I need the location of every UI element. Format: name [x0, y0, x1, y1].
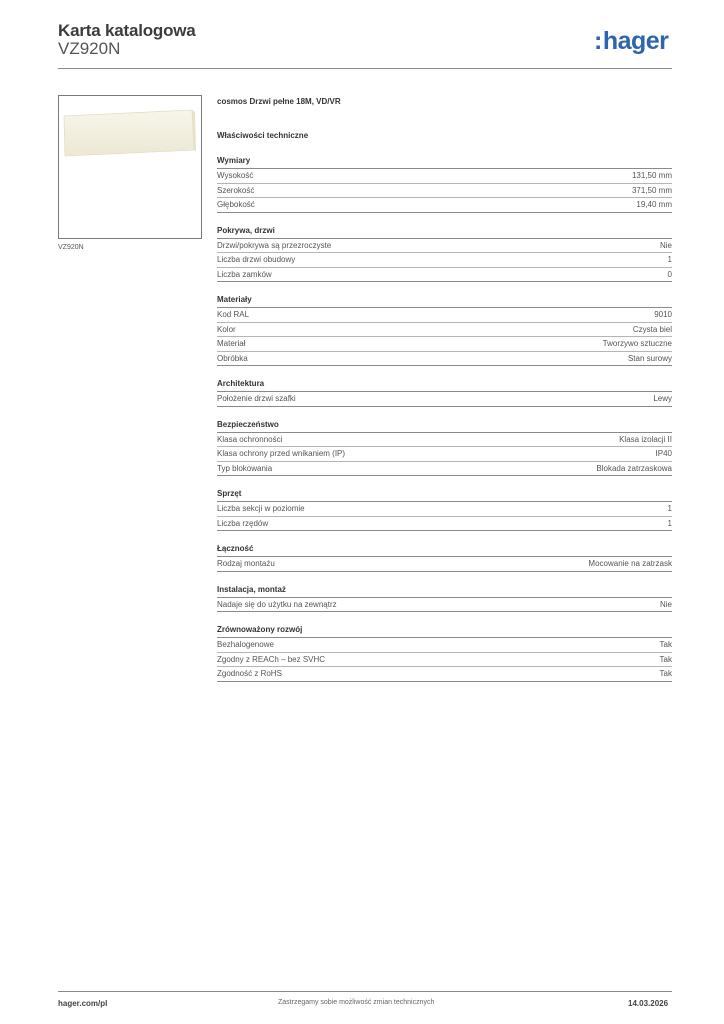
spec-value: 0	[667, 269, 672, 279]
spec-row	[217, 447, 672, 462]
spec-label: Kod RAL	[217, 310, 250, 320]
product-image-frame	[58, 95, 202, 239]
spec-label: Klasa ochronności	[217, 434, 283, 444]
section-rows	[217, 502, 672, 531]
spec-label: Klasa ochrony przed wnikaniem (IP)	[217, 449, 346, 459]
section-title: Materiały	[217, 295, 672, 308]
spec-value: 9010	[654, 310, 672, 320]
spec-section	[217, 489, 672, 531]
spec-label: Położenie drzwi szafki	[217, 394, 296, 404]
spec-label: Drzwi/pokrywa są przezroczyste	[217, 240, 332, 250]
spec-row	[217, 433, 672, 448]
spec-row	[217, 337, 672, 352]
spec-section	[217, 420, 672, 477]
spec-value: Nie	[659, 240, 672, 250]
section-rows	[217, 638, 672, 682]
footer-website-link[interactable]: hager.com/pl	[58, 999, 108, 1008]
spec-label: Liczba drzwi obudowy	[217, 255, 296, 265]
properties-title: Właściwości techniczne	[217, 131, 309, 140]
spec-label: Materiał	[217, 339, 246, 349]
hager-logo[interactable]	[594, 26, 668, 56]
section-title: Pokrywa, drzwi	[217, 226, 672, 239]
spec-value: Tak	[659, 640, 672, 650]
spec-row	[217, 653, 672, 668]
spec-label: Typ blokowania	[217, 463, 273, 473]
product-name: cosmos Drzwi pełne 18M, VD/VR	[217, 97, 341, 106]
spec-value: 19,40 mm	[636, 200, 672, 210]
spec-row	[217, 184, 672, 199]
spec-section	[217, 226, 672, 283]
spec-section	[217, 379, 672, 407]
product-image	[62, 108, 196, 158]
spec-row	[217, 253, 672, 268]
logo-text: hager	[602, 27, 669, 55]
spec-label: Kolor	[217, 324, 236, 334]
document-title: Karta katalogowa	[58, 21, 196, 40]
spec-section	[217, 585, 672, 613]
spec-row	[217, 352, 672, 367]
product-caption: VZ920N	[58, 244, 84, 251]
spec-row	[217, 392, 672, 407]
spec-label: Szerokość	[217, 185, 255, 195]
spec-value: IP40	[655, 449, 672, 459]
spec-row	[217, 517, 672, 532]
spec-row	[217, 268, 672, 283]
spec-label: Liczba sekcji w poziomie	[217, 504, 305, 514]
section-title: Instalacja, montaż	[217, 585, 672, 598]
spec-section	[217, 625, 672, 682]
main-content	[217, 97, 672, 682]
spec-value: Tak	[659, 669, 672, 679]
footer-date: 14.03.2026	[628, 999, 669, 1008]
spec-row	[217, 239, 672, 254]
section-title: Architektura	[217, 379, 672, 392]
section-title: Wymiary	[217, 156, 672, 169]
section-rows	[217, 308, 672, 366]
section-rows	[217, 598, 672, 613]
footer-disclaimer: Zastrzegamy sobie możliwość zmian technicznych	[278, 999, 435, 1006]
spec-label: Liczba rzędów	[217, 518, 269, 528]
spec-label: Liczba zamków	[217, 269, 272, 279]
spec-row	[217, 198, 672, 213]
footer-divider	[58, 991, 672, 992]
spec-value: 1	[667, 518, 672, 528]
spec-value: Klasa izolacji II	[619, 434, 672, 444]
document-code: VZ920N	[58, 39, 121, 58]
spec-label: Obróbka	[217, 353, 248, 363]
spec-section	[217, 156, 672, 213]
spec-value: Czysta biel	[632, 324, 672, 334]
header-divider	[58, 68, 672, 69]
section-rows	[217, 433, 672, 477]
section-rows	[217, 169, 672, 213]
spec-section	[217, 544, 672, 572]
spec-value: 131,50 mm	[631, 171, 672, 181]
spec-row	[217, 308, 672, 323]
spec-value: Mocowanie na zatrzask	[588, 559, 672, 569]
spec-label: Zgodność z RoHS	[217, 669, 282, 679]
spec-label: Głębokość	[217, 200, 255, 210]
spec-section	[217, 295, 672, 366]
section-title: Sprzęt	[217, 489, 672, 502]
sections-container	[217, 156, 672, 682]
section-rows	[217, 557, 672, 572]
spec-row	[217, 462, 672, 477]
section-title: Łączność	[217, 544, 672, 557]
spec-value: Stan surowy	[627, 353, 672, 363]
section-rows	[217, 392, 672, 407]
spec-row	[217, 557, 672, 572]
spec-row	[217, 169, 672, 184]
section-title: Zrównoważony rozwój	[217, 625, 672, 638]
spec-label: Bezhalogenowe	[217, 640, 274, 650]
spec-label: Zgodny z REACh – bez SVHC	[217, 654, 326, 664]
spec-label: Nadaje się do użytku na zewnątrz	[217, 599, 337, 609]
spec-row	[217, 502, 672, 517]
logo-colon: :	[594, 27, 602, 55]
spec-value: Blokada zatrzaskowa	[596, 463, 672, 473]
spec-label: Rodzaj montażu	[217, 559, 275, 569]
spec-value: 1	[667, 504, 672, 514]
door-panel-shape	[64, 110, 194, 156]
spec-value: Lewy	[653, 394, 672, 404]
spec-value: Nie	[659, 599, 672, 609]
section-title: Bezpieczeństwo	[217, 420, 672, 433]
spec-row	[217, 638, 672, 653]
spec-row	[217, 598, 672, 613]
spec-row	[217, 323, 672, 338]
spec-value: 371,50 mm	[631, 185, 672, 195]
section-rows	[217, 239, 672, 283]
spec-row	[217, 667, 672, 682]
spec-value: 1	[667, 255, 672, 265]
spec-value: Tak	[659, 654, 672, 664]
spec-label: Wysokość	[217, 171, 254, 181]
spec-value: Tworzywo sztuczne	[602, 339, 672, 349]
